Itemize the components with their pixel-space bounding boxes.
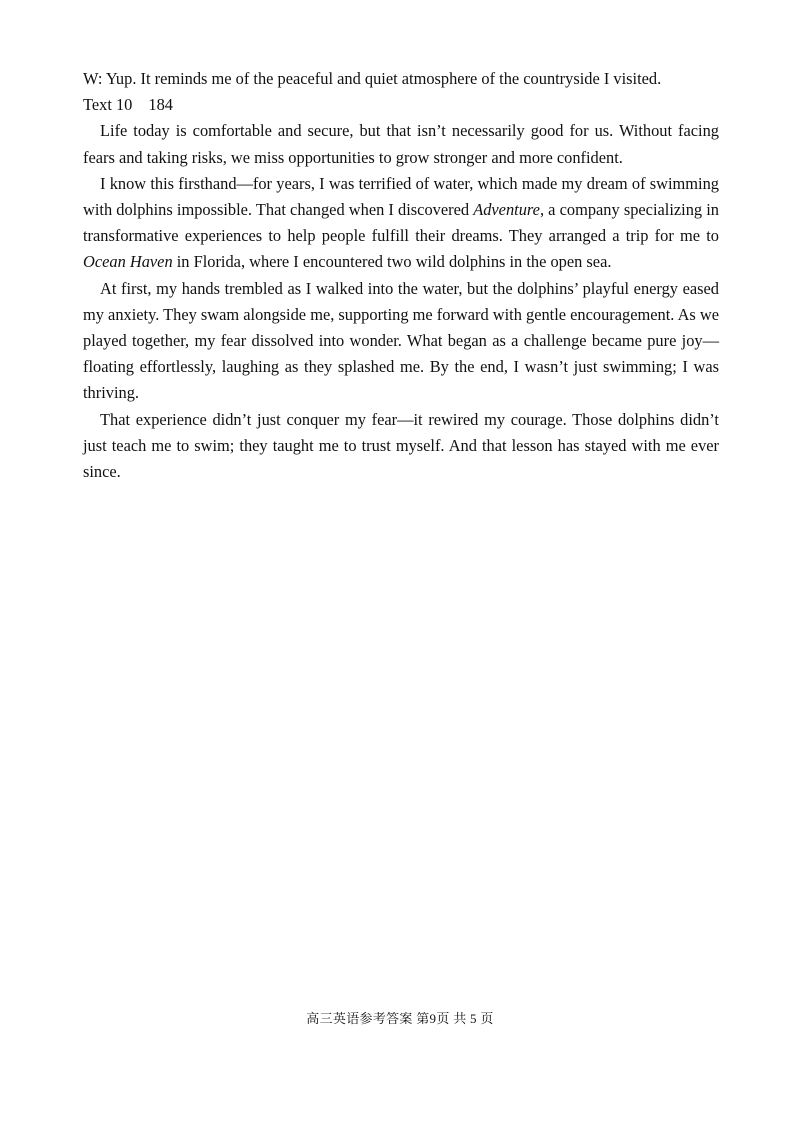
answer-page bbox=[83, 66, 719, 485]
text-heading bbox=[83, 92, 719, 118]
page-footer: 高三英语参考答案 第9页 共 5 页 bbox=[306, 1011, 494, 1026]
paragraph-3: At first, my hands trembled as I walked into the water, but the dolphins’ playful energy eased my anxiety. They swam alongside me, supporting me forward with gentle encouragement. As we played together, my fear dissolved into wonder. What began as a challenge became pure joy—floating effortlessly, laughing as they splashed me. By the end, I wasn’t just swimming; I was thriving. bbox=[83, 278, 719, 403]
paragraph-4: That experience didn’t just conquer my fear—it rewired my courage. Those dolphins didn’t just teach me to swim; they taught me to trust myself. And that lesson has stayed with me ever since. bbox=[83, 409, 719, 482]
word-count: 184 bbox=[148, 95, 173, 115]
paragraph-2 bbox=[83, 171, 719, 276]
paragraph-2-part-c: in Florida, where I encountered two wild dolphins in the open sea. bbox=[172, 252, 612, 272]
dialogue-line: W: Yup. It reminds me of the peaceful and quiet atmosphere of the countryside I visited. bbox=[83, 69, 662, 88]
text-label: Text 10 bbox=[83, 95, 133, 115]
company-name-italic: Adventure bbox=[473, 200, 540, 220]
paragraph-1: Life today is comfortable and secure, but that isn’t necessarily good for us. Without facing fears and taking risks, we miss opportunities to grow stronger and more confident. bbox=[83, 121, 719, 167]
paragraph-2-part-b: , a company specializing in transformative experiences to help people fulfill their dreams. They arranged a trip for me to bbox=[83, 200, 719, 246]
place-name-italic: Ocean Haven bbox=[83, 252, 173, 272]
paragraph-2-part-a: I know this firsthand—for years, I was terrified of water, which made my dream of swimming with dolphins impossible. That changed when I discovered bbox=[83, 173, 719, 220]
